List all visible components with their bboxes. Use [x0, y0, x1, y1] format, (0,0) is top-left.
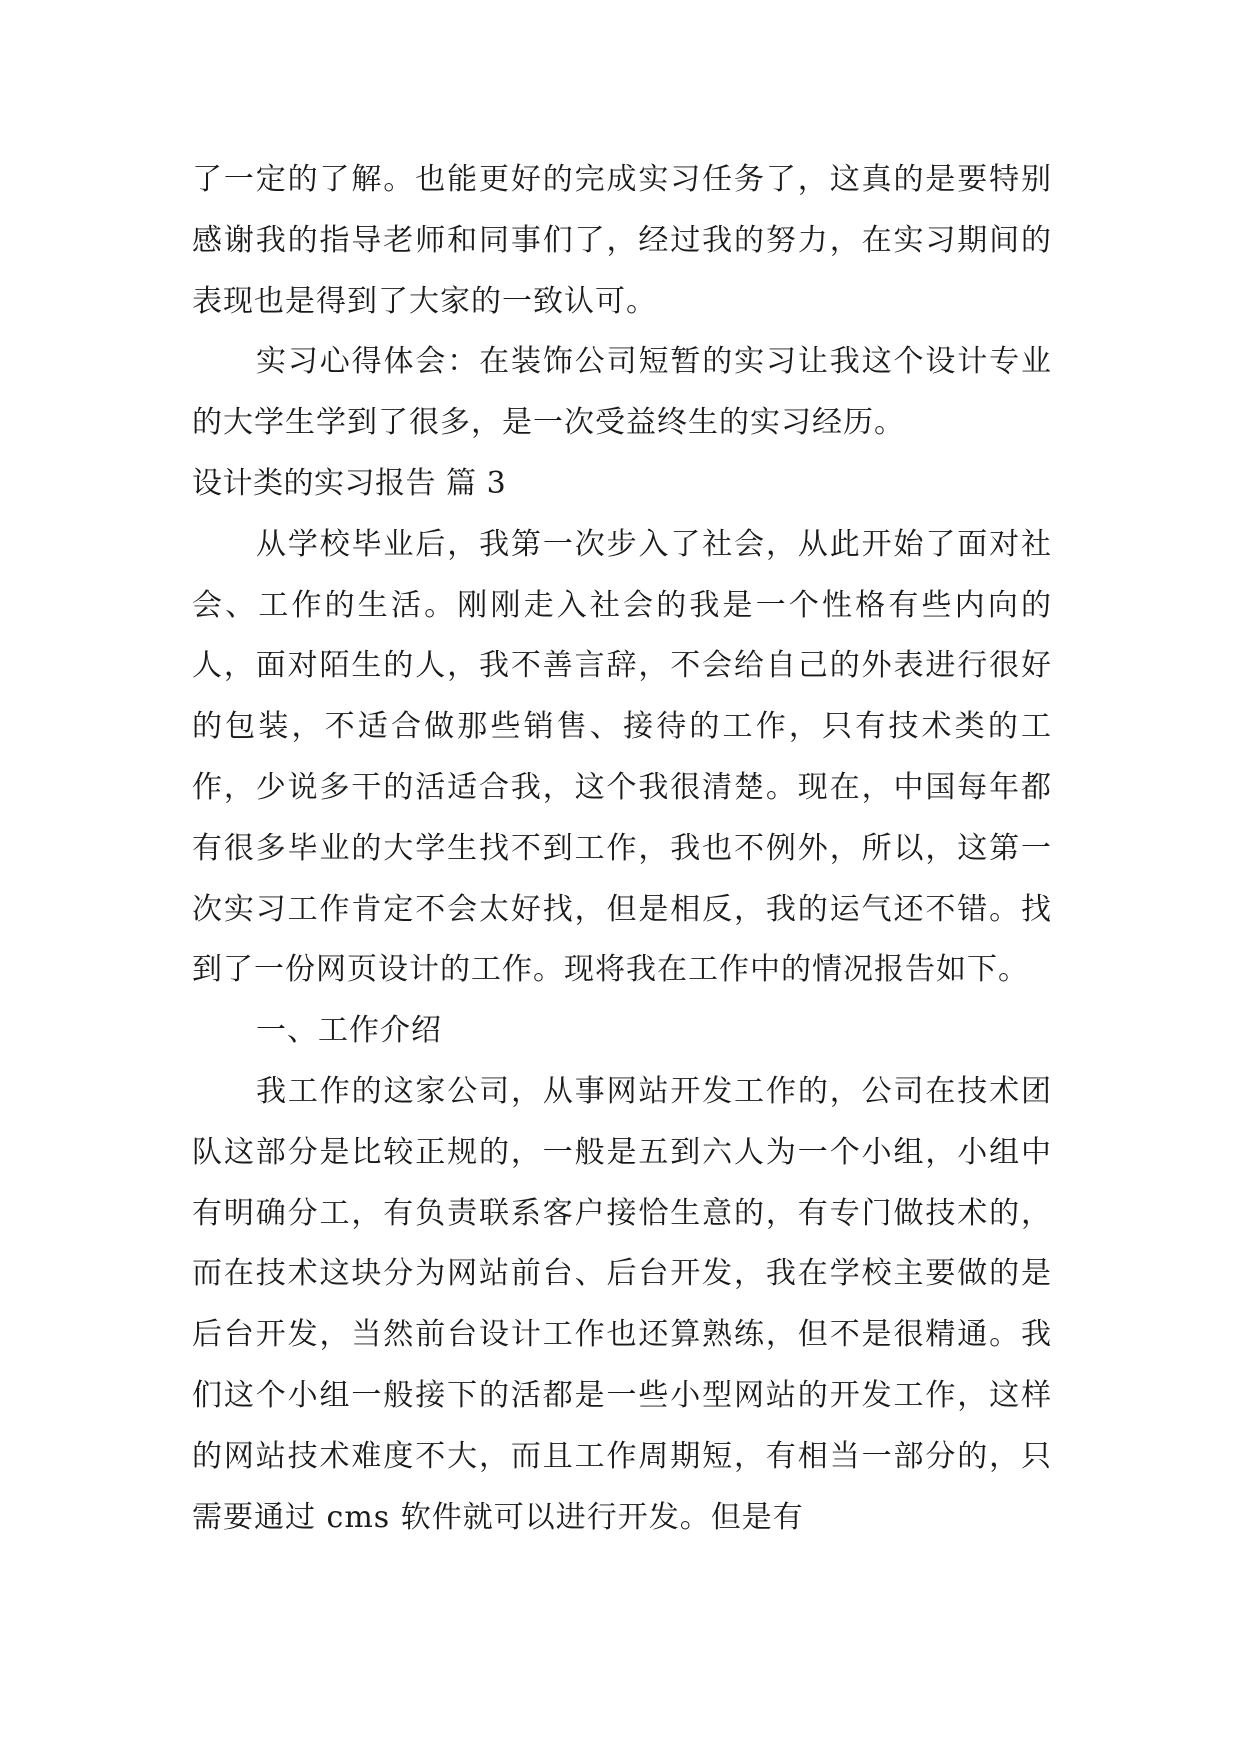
- paragraph-company-description: 我工作的这家公司，从事网站开发工作的，公司在技术团队这部分是比较正规的，一般是五到六人为一个小组，小组中有明确分工，有负责联系客户接恰生意的，有专门做技术的，而在技术这块分为网站前台、后台开发，我在学校主要做的是后台开发，当然前台设计工作也还算熟练，但不是很精通。我们这个小组一般接下的活都是一些小型网站的开发工作，这样的网站技术难度不大，而且工作周期短，有相当一部分的，只需要通过 cms 软件就可以进行开发。但是有: [192, 1073, 1052, 1535]
- paragraph-continuation: 了一定的了解。也能更好的完成实习任务了，这真的是要特别感谢我的指导老师和同事们了，经过我的努力，在实习期间的表现也是得到了大家的一致认可。: [192, 162, 1052, 319]
- subheading-work-introduction: 一、工作介绍: [256, 1013, 442, 1049]
- paragraph-graduation-intro: 从学校毕业后，我第一次步入了社会，从此开始了面对社会、工作的生活。刚刚走入社会的我是一个性格有些内向的人，面对陌生的人，我不善言辞，不会给自己的外表进行很好的包装，不适合做那些销售、接待的工作，只有技术类的工作，少说多干的活适合我，这个我很清楚。现在，中国每年都有很多毕业的大学生找不到工作，我也不例外，所以，这第一次实习工作肯定不会太好找，但是相反，我的运气还不错。找到了一份网页设计的工作。现将我在工作中的情况报告如下。: [192, 526, 1052, 988]
- section-title: 设计类的实习报告 篇 3: [192, 465, 507, 501]
- document-body: [192, 150, 1052, 1548]
- paragraph-internship-reflection: 实习心得体会：在装饰公司短暂的实习让我这个设计专业的大学生学到了很多，是一次受益终生的实习经历。: [192, 344, 1052, 441]
